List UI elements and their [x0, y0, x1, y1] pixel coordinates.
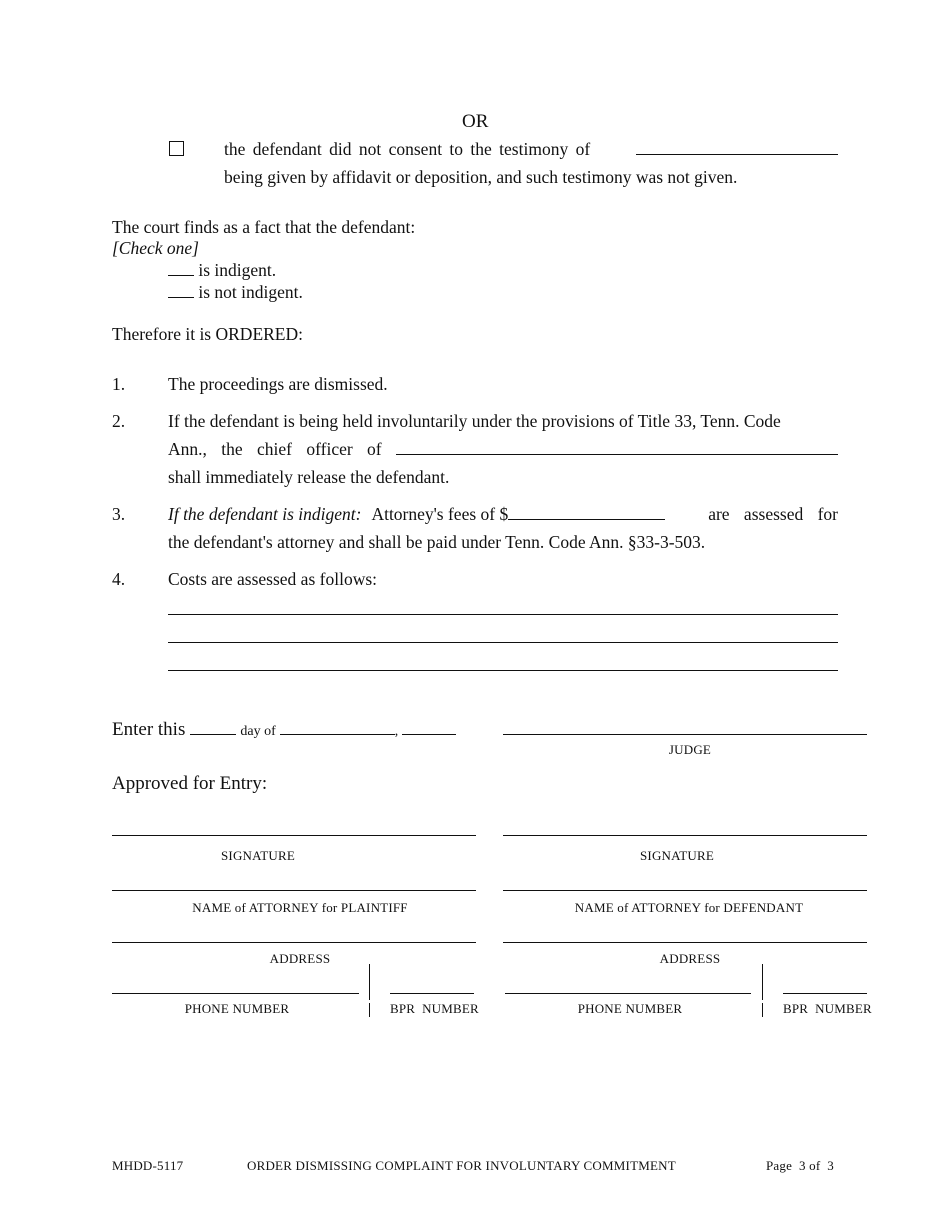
costs-line-2[interactable]	[168, 642, 838, 643]
consent-witness-blank[interactable]	[636, 153, 838, 155]
attorney-fees-text: Attorney's fees of $	[371, 504, 509, 524]
defendant-phone-label: PHONE NUMBER	[577, 1001, 683, 1016]
check-one-instruction: [Check one]	[112, 238, 199, 258]
defendant-signature-line[interactable]	[503, 835, 867, 836]
ordered-heading: Therefore it is ORDERED:	[112, 324, 303, 344]
order-1-number: 1.	[112, 374, 126, 394]
indigency-finding: The court finds as a fact that the defendant:	[112, 217, 416, 237]
entry-month-blank[interactable]	[280, 733, 395, 735]
plaintiff-divider-lower	[369, 1003, 370, 1017]
order-3-number: 3.	[112, 504, 126, 524]
order-2-line1: If the defendant is being held involuntarily under the provisions of Title 33, Tenn. Code	[168, 411, 781, 431]
plaintiff-signature-label: SIGNATURE	[220, 848, 296, 863]
order-3-condition: If the defendant is indigent:	[168, 504, 362, 524]
consent-clause-text: the defendant did not consent to the testimony of	[224, 139, 591, 159]
defendant-divider-upper	[762, 964, 763, 1000]
order-2-number: 2.	[112, 411, 126, 431]
entry-year-blank[interactable]	[402, 733, 456, 735]
defendant-signature-label: SIGNATURE	[639, 848, 715, 863]
defendant-phone-line[interactable]	[505, 993, 751, 994]
plaintiff-phone-line[interactable]	[112, 993, 359, 994]
defendant-bpr-line[interactable]	[783, 993, 867, 994]
attorney-fees-blank[interactable]	[508, 518, 665, 520]
indigent-check-blank[interactable]	[168, 274, 194, 276]
costs-line-3[interactable]	[168, 670, 838, 671]
plaintiff-address-line[interactable]	[112, 942, 476, 943]
chief-officer-blank[interactable]	[396, 453, 838, 455]
approved-heading: Approved for Entry:	[112, 773, 268, 794]
footer-page-number: Page 3 of 3	[766, 1158, 834, 1173]
order-4-text: Costs are assessed as follows:	[168, 569, 378, 589]
option-indigent[interactable]: is indigent.	[168, 260, 276, 281]
option-not-indigent[interactable]: is not indigent.	[168, 282, 303, 303]
not-indigent-check-blank[interactable]	[168, 296, 194, 298]
comma: ,	[394, 724, 399, 739]
consent-clause-line2: being given by affidavit or deposition, and such testimony was not given.	[224, 167, 738, 187]
order-4-number: 4.	[112, 569, 126, 589]
plaintiff-address-label: ADDRESS	[269, 951, 331, 966]
plaintiff-bpr-line[interactable]	[390, 993, 474, 994]
judge-signature-line[interactable]	[503, 734, 867, 735]
entry-date-row	[112, 719, 456, 741]
order-1-text: The proceedings are dismissed.	[168, 374, 388, 394]
order-2-line2	[168, 439, 838, 460]
plaintiff-name-line[interactable]	[112, 890, 476, 891]
defendant-divider-lower	[762, 1003, 763, 1017]
costs-line-1[interactable]	[168, 614, 838, 615]
assessed-for-text: are assessed for	[708, 504, 838, 524]
entry-day-blank[interactable]	[190, 733, 236, 735]
plaintiff-phone-label: PHONE NUMBER	[184, 1001, 290, 1016]
defendant-address-label: ADDRESS	[659, 951, 721, 966]
defendant-address-line[interactable]	[503, 942, 867, 943]
defendant-bpr-label: BPR NUMBER	[783, 1001, 872, 1016]
order-2-line3: shall immediately release the defendant.	[168, 467, 450, 487]
judge-label: JUDGE	[668, 742, 712, 757]
plaintiff-name-label: NAME of ATTORNEY for PLAINTIFF	[192, 900, 408, 915]
enter-this-text: Enter this	[112, 719, 186, 740]
or-heading: OR	[462, 111, 489, 132]
order-3-line1	[168, 504, 838, 525]
plaintiff-signature-line[interactable]	[112, 835, 476, 836]
defendant-name-label: NAME of ATTORNEY for DEFENDANT	[574, 900, 804, 915]
order-3-line2: the defendant's attorney and shall be paid under Tenn. Code Ann. §33-3-503.	[168, 532, 706, 552]
plaintiff-divider-upper	[369, 964, 370, 1000]
defendant-name-line[interactable]	[503, 890, 867, 891]
plaintiff-bpr-label: BPR NUMBER	[390, 1001, 479, 1016]
footer-form-title: ORDER DISMISSING COMPLAINT FOR INVOLUNTARY COMMITMENT	[247, 1158, 676, 1173]
day-of-text: day of	[240, 724, 276, 739]
chief-officer-text: Ann., the chief officer of	[168, 439, 382, 459]
footer-form-id: MHDD-5117	[112, 1158, 184, 1173]
consent-checkbox[interactable]	[169, 141, 184, 156]
consent-clause-line1	[224, 139, 838, 160]
